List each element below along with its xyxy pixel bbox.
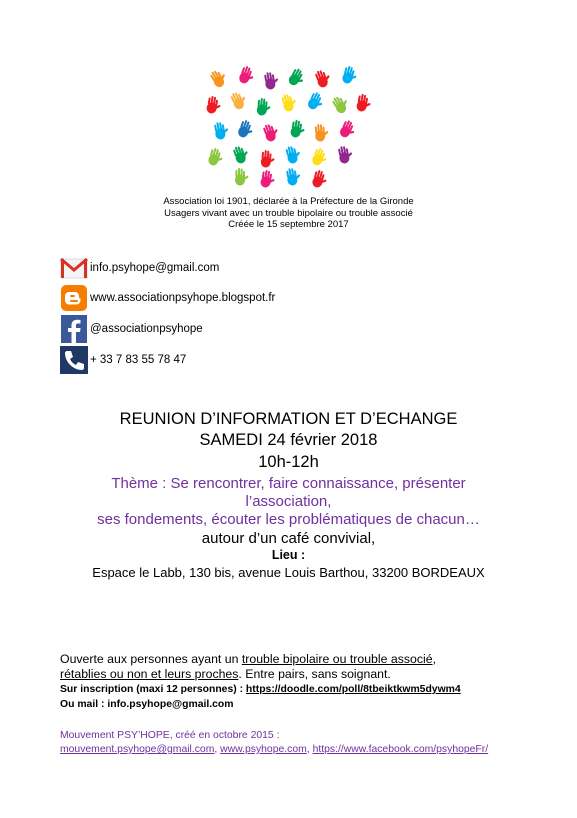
hand-shape (338, 119, 358, 141)
hand-shape (314, 68, 333, 89)
link-psyhope-site[interactable]: www.psyhope.com (220, 744, 307, 755)
movement-links (60, 744, 488, 755)
contact-facebook-text[interactable]: @associationpsyhope (90, 323, 203, 335)
hand-shape (238, 66, 257, 86)
audience-comma: , (432, 652, 436, 666)
contact-facebook (60, 314, 203, 344)
contact-blog-text[interactable]: www.associationpsyhope.blogspot.fr (90, 292, 276, 304)
hand-shape (337, 145, 354, 165)
hand-shape (306, 91, 326, 113)
hand-shape (311, 169, 329, 188)
link-movement-email[interactable]: mouvement.psyhope@gmail.com (60, 744, 215, 755)
movement-line: Mouvement PSY’HOPE, créé en octobre 2015 : (60, 730, 280, 741)
hand-shape (206, 95, 223, 115)
hand-shape (237, 119, 256, 140)
gmail-icon (60, 254, 88, 282)
association-line-2: Usagers vivant avec un trouble bipolaire ou trouble associé (164, 207, 413, 219)
hand-shape (256, 98, 271, 117)
hand-shape (290, 119, 307, 139)
hand-shape (285, 144, 303, 164)
audience-prefix: Ouverte aux personnes ayant un (60, 652, 242, 666)
event-date: SAMEDI 24 février 2018 (199, 431, 378, 449)
mail-line: Ou mail : info.psyhope@gmail.com (60, 699, 234, 710)
inscription-link[interactable]: https://doodle.com/poll/8tbeiktkwm5dywm4 (245, 684, 461, 695)
link-facebook-page[interactable]: https://www.facebook.com/psyhopeFr/ (312, 744, 489, 755)
facebook-icon (60, 315, 88, 343)
event-lieu-label: Lieu : (271, 548, 306, 562)
hand-shape (314, 123, 329, 142)
contact-phone-text[interactable]: + 33 7 83 55 78 47 (90, 354, 187, 366)
hand-shape (209, 67, 230, 89)
association-info (0, 196, 577, 231)
event-title: REUNION D’INFORMATION ET D’ECHANGE (119, 410, 458, 428)
blogger-icon (60, 284, 88, 312)
event-theme (0, 475, 577, 529)
contact-blog (60, 283, 275, 313)
hand-shape (213, 121, 230, 141)
hand-shape (281, 92, 299, 112)
hand-shape (260, 169, 277, 188)
audience-text (60, 652, 436, 682)
hand-shape (341, 66, 359, 86)
hand-shape (285, 167, 302, 187)
hands-logo (200, 66, 375, 188)
inscription-line (60, 684, 461, 695)
hand-shape (232, 144, 251, 165)
hand-shape (311, 147, 330, 168)
event-theme-line-1: Thème : Se rencontrer, faire connaissance, présenter (111, 475, 466, 492)
hand-shape (260, 150, 275, 169)
hand-shape (287, 67, 308, 89)
hand-shape (356, 93, 373, 113)
contact-email-text[interactable]: info.psyhope@gmail.com (90, 262, 220, 274)
link-sep-2: , (306, 744, 313, 755)
inscription-label: Sur inscription (maxi 12 personnes) : (60, 684, 246, 695)
contact-email (60, 253, 219, 283)
event-theme-line-2: l’association, (245, 493, 332, 510)
association-line-3: Créée le 15 septembre 2017 (228, 219, 349, 230)
event-theme-line-3: ses fondements, écouter les problématiques de chacun… (97, 511, 480, 528)
audience-suffix: . Entre pairs, sans soignant. (238, 667, 391, 681)
event-time: 10h-12h (258, 453, 319, 471)
hand-shape (331, 93, 352, 115)
hand-shape (229, 89, 249, 111)
association-line-1: Association loi 1901, déclarée à la Préfecture de la Gironde (163, 196, 414, 207)
link-sep-1: , (214, 744, 221, 755)
phone-icon (60, 346, 88, 374)
contact-phone (60, 345, 186, 375)
hand-shape (262, 122, 281, 143)
hand-shape (235, 168, 249, 186)
audience-underlined-2: rétablies ou non et leurs proches (60, 667, 239, 681)
audience-underlined-1: trouble bipolaire ou trouble associé (241, 652, 433, 666)
hand-shape (263, 71, 280, 91)
event-address: Espace le Labb, 130 bis, avenue Louis Barthou, 33200 BORDEAUX (92, 565, 485, 580)
hand-shape (207, 147, 225, 167)
event-setting: autour d’un café convivial, (201, 530, 376, 547)
